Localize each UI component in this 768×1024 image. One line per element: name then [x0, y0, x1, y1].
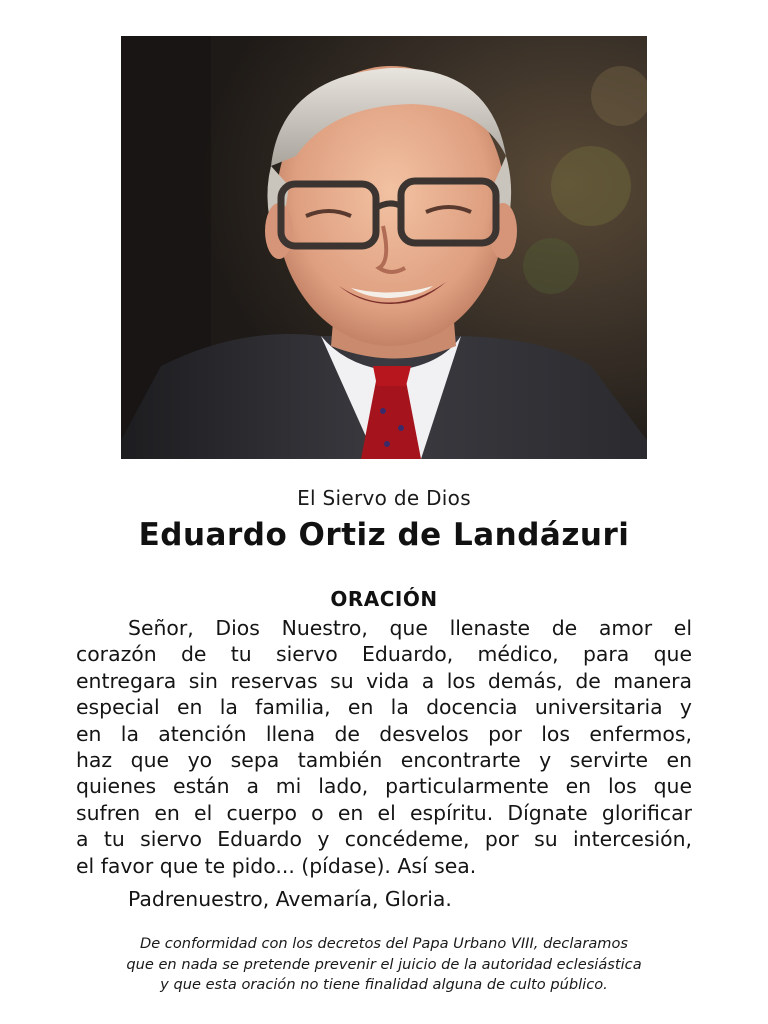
- prayer-line: Señor, Dios Nuestro, que llenaste de amor el: [128, 616, 692, 640]
- prayer-line: especial en la familia, en la docencia universitaria y: [76, 695, 692, 720]
- prayer-line: entregara sin reservas su vida a los demás, de manera: [76, 668, 692, 693]
- prayer-line: quienes están a mi lado, particularmente en los que: [76, 774, 692, 799]
- disclaimer: [40, 934, 728, 996]
- prayer-text: [76, 615, 692, 879]
- disclaimer-line: que en nada se pretende prevenir el juicio de la autoridad eclesiástica: [126, 955, 642, 973]
- portrait-photo: [121, 36, 647, 459]
- prayer-line: haz que yo sepa también encontrarte y servirte en: [76, 747, 692, 772]
- disclaimer-line: De conformidad con los decretos del Papa Urbano VIII, declaramos: [139, 935, 629, 952]
- portrait-illustration: [121, 36, 647, 459]
- prayer-line: a tu siervo Eduardo y concédeme, por su intercesión,: [76, 827, 692, 852]
- prayer-line: corazón de tu siervo Eduardo, médico, para que: [76, 642, 692, 667]
- person-name: Eduardo Ortiz de Landázuri: [138, 517, 630, 553]
- closing-prayers: Padrenuestro, Avemaría, Gloria.: [128, 887, 452, 911]
- prayer-line: el favor que te pido... (pídase). Así sea.: [76, 853, 477, 878]
- prayer-line: sufren en el cuerpo o en el espíritu. Dígnate glorificar: [76, 800, 692, 825]
- prayer-line: en la atención llena de desvelos por los enfermos,: [76, 721, 692, 746]
- subtitle: El Siervo de Dios: [297, 486, 471, 510]
- prayer-title: ORACIÓN: [330, 587, 438, 611]
- disclaimer-line: y que esta oración no tiene finalidad alguna de culto público.: [160, 976, 608, 993]
